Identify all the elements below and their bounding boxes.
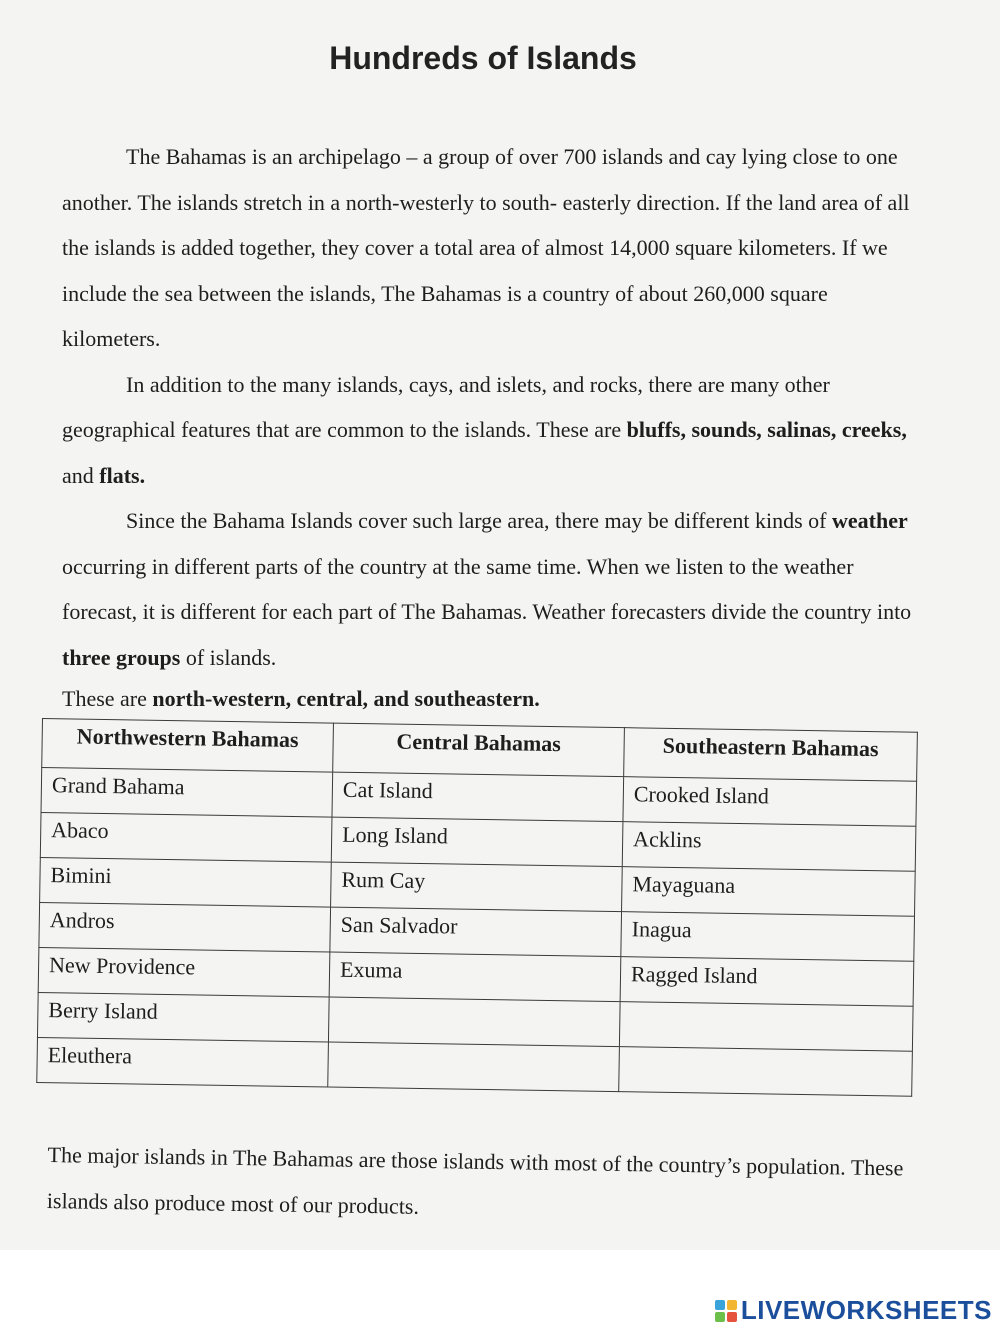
paragraph bbox=[62, 362, 912, 499]
text-segment: and bbox=[62, 462, 100, 488]
column-header: Central Bahamas bbox=[333, 723, 625, 777]
table-cell: Long Island bbox=[331, 817, 623, 867]
table-cell: Mayaguana bbox=[622, 867, 916, 917]
table-cell: Inagua bbox=[621, 912, 915, 962]
table-cell: Andros bbox=[39, 902, 331, 952]
table-cell bbox=[328, 1042, 620, 1092]
table-cell: Crooked Island bbox=[623, 777, 917, 827]
table-cell: Berry Island bbox=[37, 992, 329, 1042]
logo-square bbox=[727, 1312, 737, 1322]
groups-line-bold: north-western, central, and southeastern. bbox=[152, 686, 540, 711]
island-groups-table bbox=[36, 718, 918, 1097]
paragraph bbox=[62, 498, 912, 680]
table-cell bbox=[619, 1047, 913, 1097]
table-cell: Exuma bbox=[329, 952, 621, 1002]
liveworksheets-logo-icon bbox=[715, 1300, 737, 1322]
island-groups-line bbox=[62, 676, 912, 722]
page-title: Hundreds of Islands bbox=[329, 40, 637, 76]
bold-term: weather bbox=[831, 508, 908, 533]
logo-square bbox=[715, 1312, 725, 1322]
body-text bbox=[62, 134, 912, 722]
table-cell bbox=[619, 1002, 913, 1052]
paragraph bbox=[62, 134, 912, 362]
table-cell: Abaco bbox=[40, 812, 332, 862]
table-cell: Rum Cay bbox=[331, 862, 623, 912]
text-segment: The Bahamas is an archipelago – a group of over 700 islands and cay lying close to one another. The islands stretch in a north-westerly to south- easterly direction. If the land area of all the islands is added together, they cover a total area of almost 14,000 square kilometers. If we include the sea between the islands, The Bahamas is a country of about 260,000 square kilometers. bbox=[62, 144, 910, 351]
liveworksheets-logo bbox=[715, 1295, 992, 1326]
table-cell: Ragged Island bbox=[620, 957, 914, 1007]
bold-term: bluffs, sounds, salinas, creeks, bbox=[626, 417, 907, 442]
table-cell: New Providence bbox=[38, 947, 330, 997]
column-header: Northwestern Bahamas bbox=[42, 719, 334, 773]
logo-text: LIVEWORKSHEETS bbox=[740, 1295, 992, 1325]
text-segment: Since the Bahama Islands cover such large area, there may be different kinds of bbox=[126, 508, 832, 533]
closing-paragraph: The major islands in The Bahamas are those islands with most of the country’s population. These islands also produce most of our products. bbox=[46, 1141, 904, 1219]
groups-line-prefix: These are bbox=[62, 686, 153, 711]
text-segment: occurring in different parts of the country at the same time. When we listen to the weather forecast, it is different for each part of The Bahamas. Weather forecasters divide the country into bbox=[62, 553, 912, 624]
bold-term: flats. bbox=[99, 462, 146, 488]
column-header: Southeastern Bahamas bbox=[624, 728, 918, 782]
table-cell: San Salvador bbox=[330, 907, 622, 957]
text-segment: In addition to the many islands, cays, and islets, and rocks, there are many other geographical features that are common to the islands. These are bbox=[62, 371, 830, 442]
logo-square bbox=[727, 1300, 737, 1310]
table-cell: Acklins bbox=[622, 822, 916, 872]
table-cell: Grand Bahama bbox=[41, 768, 333, 818]
table-body bbox=[37, 768, 917, 1097]
table-cell: Cat Island bbox=[332, 772, 624, 822]
text-segment: of islands. bbox=[180, 644, 277, 670]
table-cell: Bimini bbox=[40, 857, 332, 907]
table-cell bbox=[328, 997, 620, 1047]
logo-square bbox=[715, 1300, 725, 1310]
bold-term: three groups bbox=[62, 644, 181, 670]
table-cell: Eleuthera bbox=[37, 1037, 329, 1087]
